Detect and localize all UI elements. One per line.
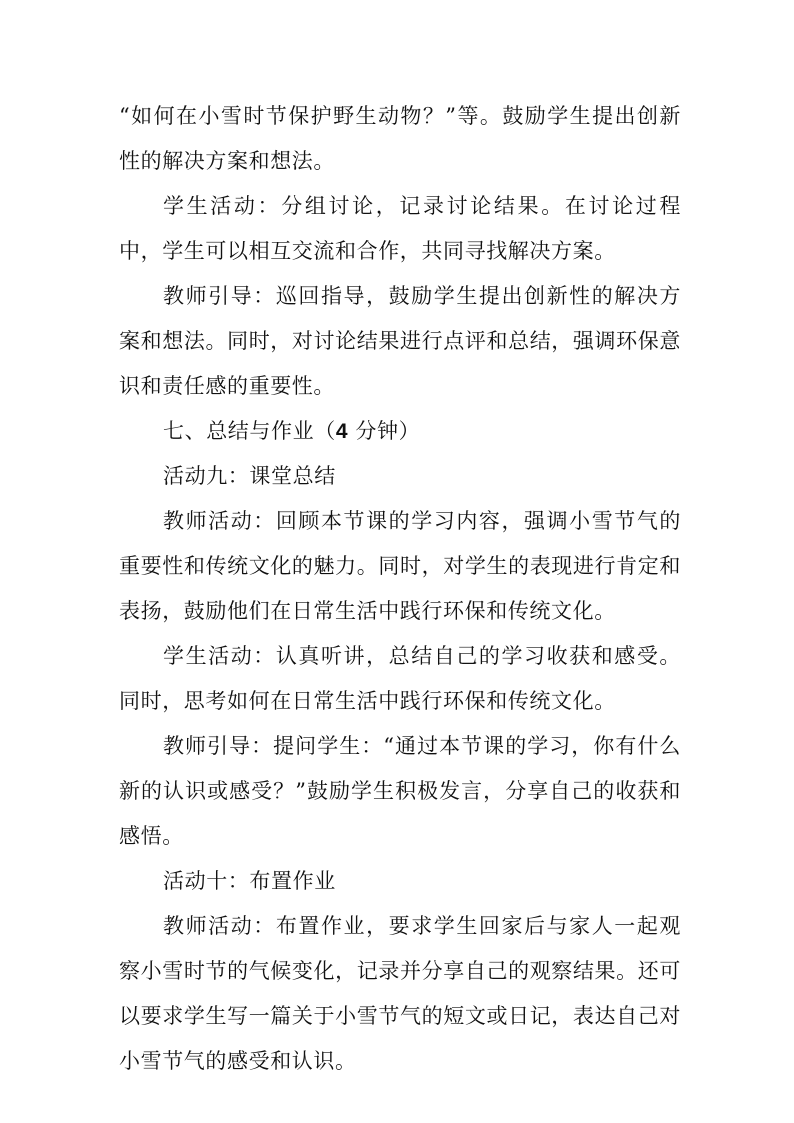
- activity-9-heading: 活动九：课堂总结: [163, 464, 336, 488]
- duration-number: 4: [335, 420, 349, 443]
- section-heading-7: 七、总结与作业（4 分钟）: [163, 419, 421, 443]
- paragraph-2: 学生活动：分组讨论，记录讨论结果。在讨论过程中，学生可以相互交流和合作，共同寻找解决方案。: [119, 194, 681, 263]
- paragraph-3: 教师引导：巡回指导，鼓励学生提出创新性的解决方案和想法。同时，对讨论结果进行点评和总结，强调环保意识和责任感的重要性。: [119, 284, 681, 398]
- document-page: [119, 94, 681, 1084]
- paragraph-1: “如何在小雪时节保护野生动物？”等。鼓励学生提出创新性的解决方案和想法。: [119, 104, 681, 173]
- activity-10-heading: 活动十：布置作业: [163, 869, 336, 893]
- paragraph-6: 教师活动：回顾本节课的学习内容，强调小雪节气的重要性和传统文化的魅力。同时，对学生的表现进行肯定和表扬，鼓励他们在日常生活中践行环保和传统文化。: [119, 509, 681, 623]
- paragraph-10: 教师活动：布置作业，要求学生回家后与家人一起观察小雪时节的气候变化，记录并分享自己的观察结果。还可以要求学生写一篇关于小雪节气的短文或日记，表达自己对小雪节气的感受和认识。: [119, 914, 681, 1073]
- paragraph-8: 教师引导：提问学生：“通过本节课的学习，你有什么新的认识或感受？”鼓励学生积极发言，分享自己的收获和感悟。: [119, 734, 681, 848]
- paragraph-7: 学生活动：认真听讲，总结自己的学习收获和感受。同时，思考如何在日常生活中践行环保和传统文化。: [119, 644, 681, 713]
